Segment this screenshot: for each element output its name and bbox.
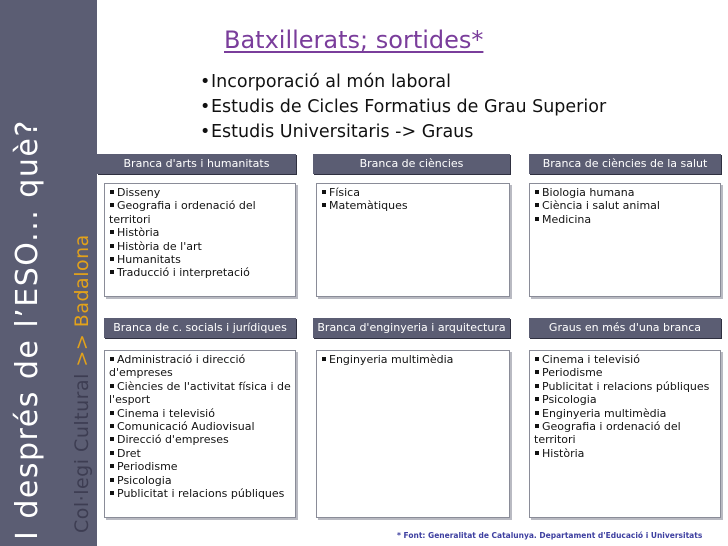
branch-header-multi: Graus en més d'una branca — [529, 318, 721, 338]
degree-list — [109, 353, 291, 500]
arrow-separator: >> — [71, 333, 93, 367]
branch-box-arts — [104, 183, 296, 297]
degree-item: Història — [109, 226, 291, 239]
bullet-square-icon — [535, 397, 539, 401]
degree-item: Medicina — [534, 213, 716, 226]
degree-list — [534, 186, 716, 226]
bullet-square-icon — [535, 190, 539, 194]
degree-item: Periodisme — [109, 460, 291, 473]
degree-item: Publicitat i relacions públiques — [109, 487, 291, 500]
exit-option-text: Estudis de Cicles Formatius de Grau Superior — [211, 97, 607, 117]
degree-list — [534, 353, 716, 460]
bullet-square-icon — [322, 203, 326, 207]
degree-list — [109, 186, 291, 280]
bullet-square-icon — [110, 451, 114, 455]
bullet-square-icon — [110, 203, 114, 207]
degree-item: Matemàtiques — [321, 199, 505, 212]
degree-item: Dret — [109, 447, 291, 460]
bullet-dot-icon: • — [200, 122, 211, 142]
degree-item: Publicitat i relacions públiques — [534, 380, 716, 393]
degree-item: Cinema i televisió — [109, 407, 291, 420]
degree-item: Disseny — [109, 186, 291, 199]
bullet-square-icon — [535, 370, 539, 374]
branch-header-arts: Branca d'arts i humanitats — [97, 154, 296, 174]
degree-item: Física — [321, 186, 505, 199]
bullet-square-icon — [535, 424, 539, 428]
bullet-square-icon — [110, 437, 114, 441]
bullet-square-icon — [110, 424, 114, 428]
exit-option — [200, 120, 606, 145]
degree-list — [321, 353, 505, 366]
page-title: Batxillerats; sortides* — [224, 26, 484, 54]
degree-item: Comunicació Audiovisual — [109, 420, 291, 433]
branch-box-health — [529, 183, 721, 297]
branch-box-sciences — [316, 183, 510, 297]
branch-box-multi — [529, 350, 721, 518]
bullet-square-icon — [110, 244, 114, 248]
degree-item: Direcció d'empreses — [109, 433, 291, 446]
bullet-square-icon — [110, 491, 114, 495]
branch-header-engineering: Branca d'enginyeria i arquitectura — [313, 318, 510, 338]
bullet-square-icon — [535, 411, 539, 415]
bullet-square-icon — [110, 357, 114, 361]
city-name: Badalona — [71, 234, 93, 328]
degree-item: Ciència i salut animal — [534, 199, 716, 212]
degree-item: Enginyeria multimèdia — [321, 353, 505, 366]
bullet-square-icon — [322, 357, 326, 361]
degree-item: Geografia i ordenació del territori — [109, 199, 256, 226]
source-footnote: * Font: Generalitat de Catalunya. Departament d'Educació i Universitats — [397, 531, 703, 540]
bullet-square-icon — [110, 478, 114, 482]
sidebar — [0, 0, 97, 546]
bullet-square-icon — [535, 384, 539, 388]
sidebar-main-title: I després de l’ESO... què? — [10, 119, 45, 540]
degree-item: Psicologia — [109, 474, 291, 487]
degree-item: Traducció i interpretació — [109, 266, 291, 279]
exit-options-list — [200, 70, 606, 145]
degree-item: Administració i direcció d'empreses — [109, 353, 246, 380]
degree-item: Història de l'art — [109, 240, 291, 253]
bullet-square-icon — [535, 203, 539, 207]
bullet-square-icon — [110, 230, 114, 234]
exit-option — [200, 95, 606, 120]
degree-item: Biologia humana — [534, 186, 716, 199]
bullet-square-icon — [110, 257, 114, 261]
branch-header-social: Branca de c. socials i jurídiques — [104, 318, 296, 338]
school-name: Col·legi Cultural — [71, 373, 93, 533]
bullet-square-icon — [110, 384, 114, 388]
bullet-square-icon — [110, 190, 114, 194]
degree-item: Humanitats — [109, 253, 291, 266]
bullet-square-icon — [535, 451, 539, 455]
bullet-dot-icon: • — [200, 97, 211, 117]
bullet-dot-icon: • — [200, 72, 211, 92]
degree-item: Periodisme — [534, 366, 716, 379]
bullet-square-icon — [535, 357, 539, 361]
degree-item: Ciències de l'activitat física i de l'esport — [109, 379, 291, 407]
sidebar-school-line — [71, 234, 93, 533]
branch-box-social — [104, 350, 296, 518]
bullet-square-icon — [110, 270, 114, 274]
degree-item: Cinema i televisió — [534, 353, 716, 366]
degree-item: Psicologia — [534, 393, 716, 406]
bullet-square-icon — [110, 411, 114, 415]
degree-list — [321, 186, 505, 213]
bullet-square-icon — [535, 217, 539, 221]
bullet-square-icon — [110, 464, 114, 468]
degree-item: Enginyeria multimèdia — [534, 407, 716, 420]
exit-option — [200, 70, 606, 95]
branch-header-health: Branca de ciències de la salut — [529, 154, 721, 174]
bullet-square-icon — [322, 190, 326, 194]
exit-option-text: Incorporació al món laboral — [211, 72, 452, 92]
degree-item: Història — [534, 447, 716, 460]
degree-item: Geografia i ordenació del territori — [534, 420, 681, 447]
branch-header-sciences: Branca de ciències — [313, 154, 510, 174]
exit-option-text: Estudis Universitaris -> Graus — [211, 122, 474, 142]
branch-box-engineering — [316, 350, 510, 518]
